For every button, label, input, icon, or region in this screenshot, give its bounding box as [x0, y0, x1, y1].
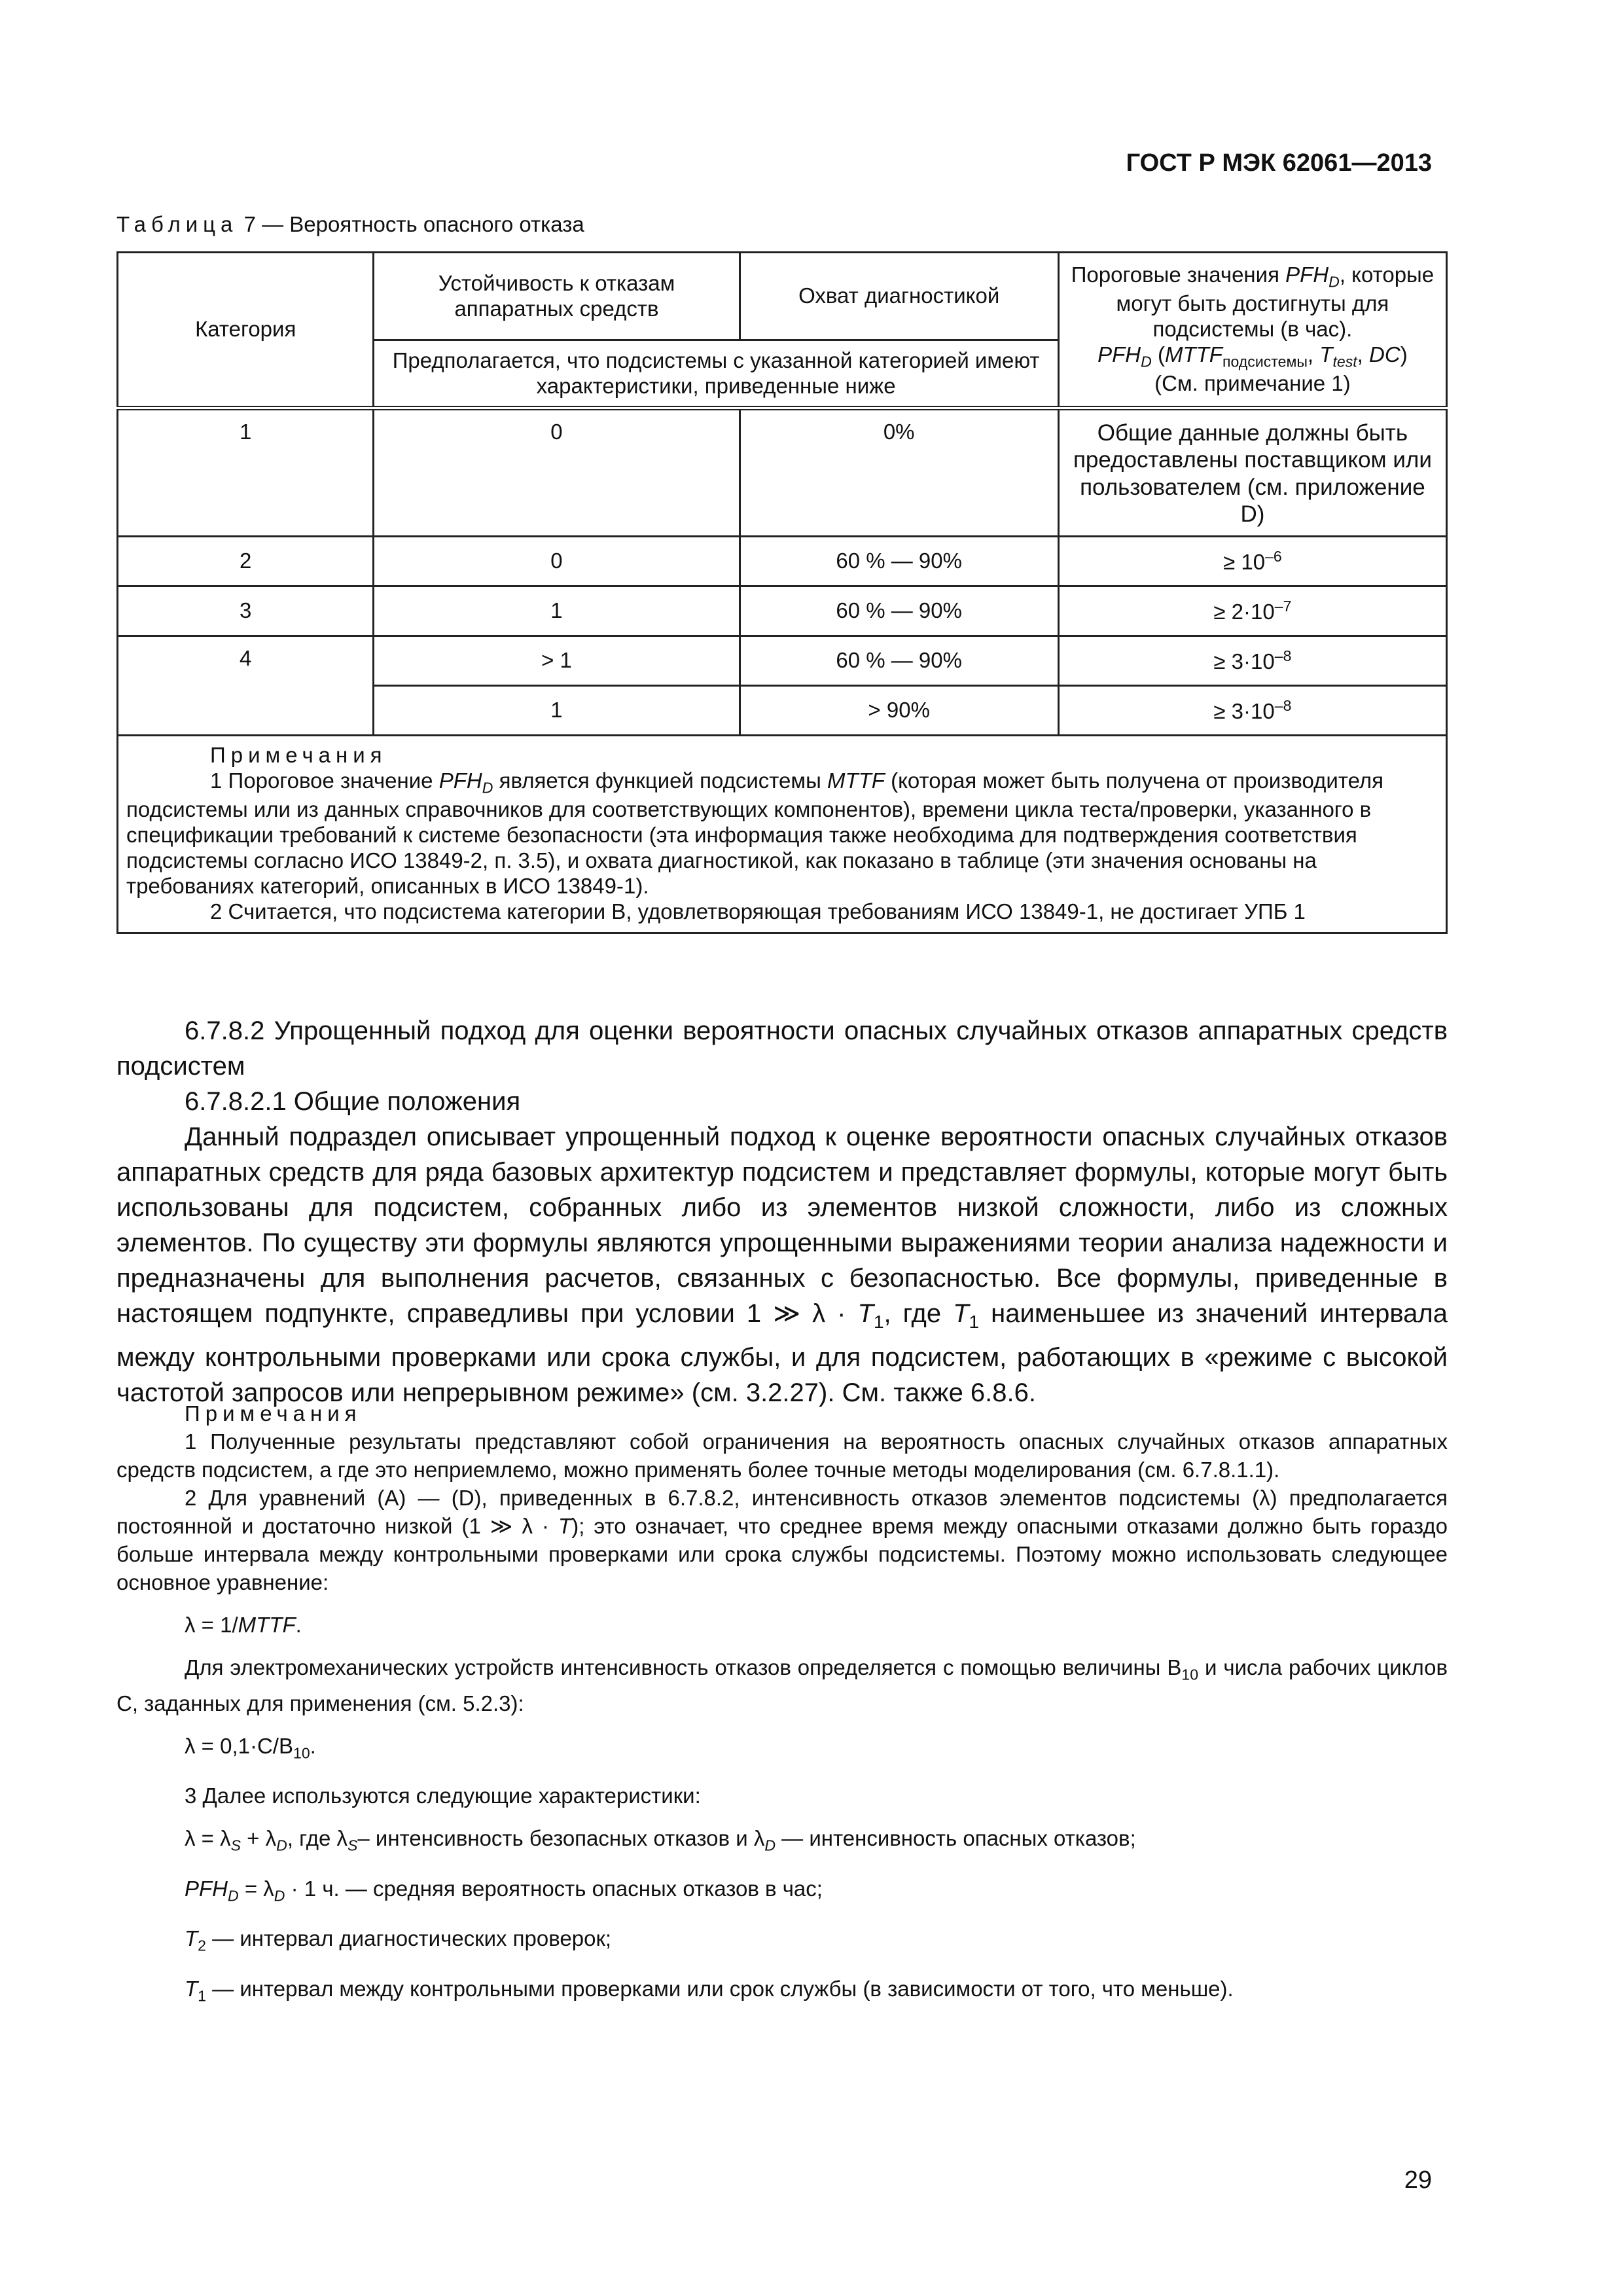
cell-fault-tolerance: 0 [374, 408, 740, 537]
header-category: Категория [118, 253, 374, 408]
table-caption-word: Таблица [116, 212, 238, 236]
cell-pfh: Общие данные должны быть предоставлены поставщиком или пользователем (см. приложение D) [1058, 408, 1446, 537]
cell-category: 3 [118, 586, 374, 636]
cell-category: 4 [118, 636, 374, 736]
table-caption [116, 212, 584, 237]
cell-diagnostic-coverage: 60 % — 90% [740, 636, 1058, 686]
cell-fault-tolerance: 1 [374, 586, 740, 636]
document-code: ГОСТ Р МЭК 62061—2013 [1126, 149, 1432, 177]
cell-fault-tolerance: > 1 [374, 636, 740, 686]
table-header-row-1 [118, 253, 1447, 340]
table-row-category-3 [118, 586, 1447, 636]
header-pfh-threshold: Пороговые значения $PFH_D$, которые могут быть достигнуты для подсистемы (в час). $PFH_D$ ($MTTF_{подсистемы}$, $T_{test}$, DC) (См. примечание 1) [1058, 253, 1446, 408]
header-assumption: Предполагается, что подсистемы с указанной категорией имеют характеристики, приведенные ниже [374, 340, 1058, 408]
cell-category: 1 [118, 408, 374, 537]
section-heading: 6.7.8.2 Упрощенный подход для оценки вероятности опасных случайных отказов аппаратных средств подсистем [116, 1016, 1448, 1081]
formula-lambda-mttf: λ = 1/MTTF. [185, 1613, 302, 1637]
table-note-2: 2 Считается, что подсистема категории В, удовлетворяющая требованиям ИСО 13849-1, не достигает УПБ 1 [210, 899, 1306, 924]
notes-title: Примечания [185, 1401, 362, 1426]
note-2: 2 Для уравнений (A) — (D), приведенных в 6.7.8.2, интенсивность отказов элементов подсистемы (λ) предполагается постоянной и достаточно низкой (1 ≫ λ · T); это означает, что среднее время между опасными отказами должно быть гораздо больше интервала между контрольными проверками или срока службы подсистемы. Поэтому можно использовать следующее основное уравнение: [116, 1486, 1448, 1594]
subsection-heading: 6.7.8.2.1 Общие положения [185, 1087, 521, 1116]
section-body [116, 1013, 1448, 1410]
cell-pfh: ≥ $10^{-6}$ [1058, 537, 1446, 586]
cell-diagnostic-coverage: 0% [740, 408, 1058, 537]
definition-t2: $T_2$ — интервал диагностических проверок; [185, 1926, 612, 1954]
cell-diagnostic-coverage: 60 % — 90% [740, 586, 1058, 636]
cell-fault-tolerance: 0 [374, 537, 740, 586]
table-row-category-1 [118, 408, 1447, 537]
cell-fault-tolerance: 1 [374, 686, 740, 736]
formula-lambda-b10: $\lambda = 0,1\cdot C/B_{10}$. [185, 1733, 316, 1762]
note-1: 1 Полученные результаты представляют собой ограничения на вероятность опасных случайных отказов аппаратных средств подсистем, а где это неприемлемо, можно применять более точные методы моделирования (см. 6.7.8.1.1). [116, 1429, 1448, 1482]
cell-category: 2 [118, 537, 374, 586]
cell-pfh: ≥ $3\cdot 10^{-8}$ [1058, 636, 1446, 686]
header-fault-tolerance: Устойчивость к отказам аппаратных средств [374, 253, 740, 340]
failure-probability-table [116, 251, 1448, 934]
cell-pfh: ≥ $3\cdot 10^{-8}$ [1058, 686, 1446, 736]
cell-pfh: ≥ $2\cdot 10^{-7}$ [1058, 586, 1446, 636]
table-note-1: 1 Пороговое значение $PFH_D$ является функцией подсистемы MTTF (которая может быть получена от производителя подсистемы или из данных справочников для соответствующих компонентов), времени цикла теста/проверки, указанного в спецификации требований к системе безопасности (эта информация также необходима для подтверждения соответствия подсистемы согласно ИСО 13849-2, п. 3.5), и охвата диагностикой, как показано в таблице (эти значения основаны на требованиях категорий, описанных в ИСО 13849-1). [126, 768, 1383, 898]
cell-diagnostic-coverage: 60 % — 90% [740, 537, 1058, 586]
table-row-category-2 [118, 537, 1447, 586]
table-caption-title: 7 — Вероятность опасного отказа [243, 212, 584, 236]
definition-pfhd: $PFH_D = \lambda_D \cdot 1$ ч. — средняя вероятность опасных отказов в час; [185, 1876, 823, 1905]
cell-diagnostic-coverage: > 90% [740, 686, 1058, 736]
definition-lambda: $\lambda = \lambda_S + \lambda_D$, где $\lambda_S-$ интенсивность безопасных отказов и $\lambda_D$ — интенсивность опасных отказов; [185, 1826, 1136, 1854]
table-notes [118, 736, 1447, 933]
notes-section [116, 1399, 1448, 2025]
electromechanical-paragraph: Для электромеханических устройств интенсивность отказов определяется с помощью величины $B_{10}$ и числа рабочих циклов C, заданных для применения (см. 5.2.3): [116, 1655, 1448, 1715]
table-notes-title: Примечания [210, 743, 387, 767]
note-3: 3 Далее используются следующие характеристики: [185, 1784, 701, 1808]
header-diagnostic-coverage: Охват диагностикой [740, 253, 1058, 340]
page-number: 29 [1404, 2166, 1432, 2194]
table-notes-row [118, 736, 1447, 933]
definition-t1: $T_1$ — интервал между контрольными проверками или срок службы (в зависимости от того, что меньше). [185, 1976, 1234, 2005]
table-row-category-4 [118, 636, 1447, 686]
section-paragraph: Данный подраздел описывает упрощенный подход к оценке вероятности опасных случайных отказов аппаратных средств для ряда базовых архитектур подсистем и представляет формулы, которые могут быть использованы для подсистем, собранных либо из элементов низкой сложности, либо из сложных элементов. По существу эти формулы являются упрощенными выражениями теории анализа надежности и предназначены для выполнения расчетов, связанных с безопасностью. Все формулы, приведенные в настоящем подпункте, справедливы при условии 1 ≫ $\lambda \cdot T_1$, где $T_1$ наименьшее из значений интервала между контрольными проверками или срока службы, и для подсистем, работающих в «режиме с высокой частотой запросов или непрерывном режиме» (см. 3.2.27). См. также 6.8.6. [116, 1122, 1448, 1407]
